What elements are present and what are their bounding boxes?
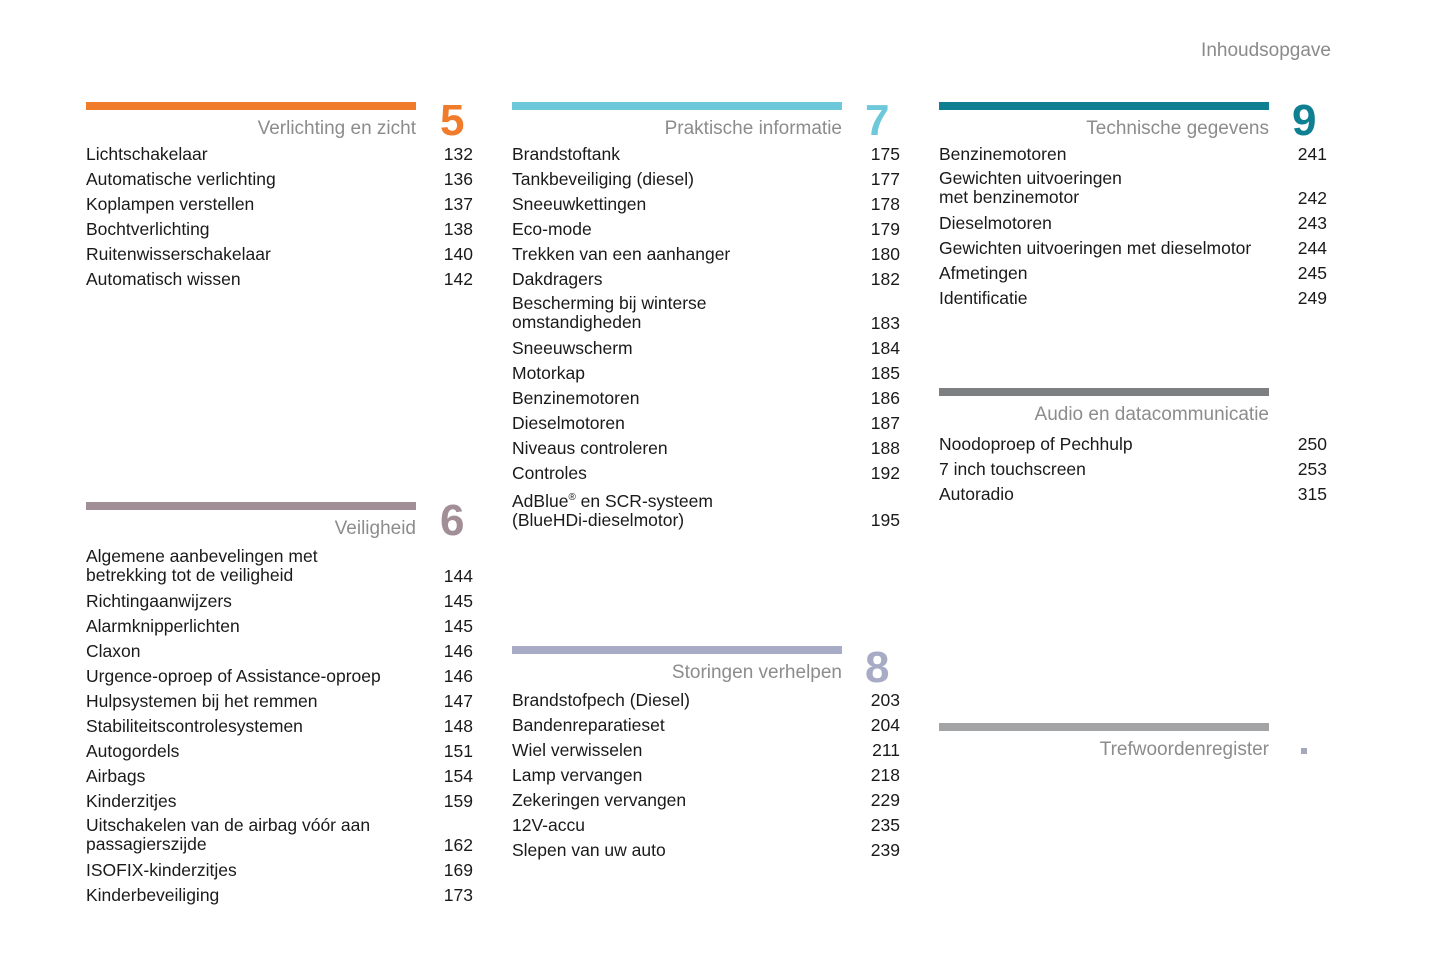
toc-entry[interactable] bbox=[86, 191, 473, 216]
toc-entry-page: 147 bbox=[443, 690, 473, 711]
section-7-bar bbox=[512, 102, 842, 110]
toc-entry-label-text: Autoradio bbox=[939, 483, 1014, 504]
toc-entry-label bbox=[939, 169, 1269, 189]
toc-entry-page: 211 bbox=[872, 739, 900, 760]
toc-entry[interactable] bbox=[86, 613, 473, 638]
toc-entry-label-text: Autogordels bbox=[86, 740, 180, 761]
toc-entry-label bbox=[939, 459, 1269, 479]
section-8 bbox=[512, 643, 900, 862]
toc-entry-page: 192 bbox=[870, 462, 900, 483]
toc-entry-label bbox=[512, 790, 842, 810]
toc-entry-label-text: Wiel verwisselen bbox=[512, 739, 643, 760]
toc-entry[interactable] bbox=[86, 141, 473, 166]
section-8-title: Storingen verhelpen bbox=[671, 662, 842, 683]
toc-entry-label-text: Benzinemotoren bbox=[939, 143, 1067, 164]
toc-entry[interactable] bbox=[512, 435, 900, 460]
toc-entry-page: 159 bbox=[443, 790, 473, 811]
toc-entry-page: 239 bbox=[870, 839, 900, 860]
section-6-title: Veiligheid bbox=[334, 518, 416, 539]
section-9-title: Technische gegevens bbox=[1086, 118, 1269, 139]
toc-entry-label-text: Richtingaanwijzers bbox=[86, 590, 232, 611]
toc-entry-page: 146 bbox=[443, 665, 473, 686]
toc-entry-page: 173 bbox=[443, 884, 473, 905]
toc-entry-label-line2: passagierszijde bbox=[86, 834, 207, 854]
toc-entry-label bbox=[86, 716, 416, 736]
toc-entry-label bbox=[86, 885, 416, 905]
toc-entry-page: 145 bbox=[443, 615, 473, 636]
toc-entry-label bbox=[512, 438, 842, 458]
section-index-bar bbox=[939, 723, 1269, 731]
toc-entry[interactable] bbox=[939, 456, 1327, 481]
toc-entry-page: 244 bbox=[1297, 237, 1327, 258]
toc-entry-page: 186 bbox=[870, 387, 900, 408]
toc-entry[interactable] bbox=[939, 260, 1327, 285]
toc-entry-label bbox=[86, 766, 416, 786]
toc-entry-label-text: Gewichten uitvoeringen met dieselmotor bbox=[939, 237, 1252, 258]
section-index bbox=[939, 723, 1269, 762]
section-audio-bar bbox=[939, 388, 1269, 396]
toc-entry-label-text: Lamp vervangen bbox=[512, 764, 643, 785]
toc-entry-page: 138 bbox=[443, 218, 473, 239]
toc-entry[interactable] bbox=[86, 788, 473, 813]
toc-entry-page: 179 bbox=[870, 218, 900, 239]
section-9-bar bbox=[939, 102, 1269, 110]
toc-entry-label bbox=[512, 363, 842, 383]
toc-entry-page: 177 bbox=[870, 168, 900, 189]
toc-entry-page: 184 bbox=[870, 337, 900, 358]
toc-entry-page: 148 bbox=[443, 715, 473, 736]
toc-entry-page: 218 bbox=[870, 764, 900, 785]
toc-entry-page: 235 bbox=[870, 814, 900, 835]
toc-entry-label bbox=[512, 144, 842, 164]
toc-entry-label bbox=[86, 741, 416, 761]
section-5-number: 5 bbox=[440, 96, 465, 145]
toc-entry[interactable] bbox=[512, 141, 900, 166]
section-8-list bbox=[512, 687, 900, 862]
toc-entry-page: 182 bbox=[870, 268, 900, 289]
toc-entry-label-text: Noodoproep of Pechhulp bbox=[939, 433, 1133, 454]
toc-entry-label-line2: met benzinemotor bbox=[939, 187, 1080, 207]
toc-entry-label bbox=[512, 715, 842, 735]
toc-entry-label-text: Bandenreparatieset bbox=[512, 714, 665, 735]
toc-entry-page: 144 bbox=[443, 565, 473, 586]
toc-entry-label bbox=[86, 169, 416, 189]
toc-entry-label-text: Niveaus controleren bbox=[512, 437, 668, 458]
toc-entry-page: 140 bbox=[443, 243, 473, 264]
toc-entry-page: 142 bbox=[443, 268, 473, 289]
toc-entry-label bbox=[86, 591, 416, 611]
toc-entry[interactable] bbox=[939, 210, 1327, 235]
toc-entry-label-line2: omstandigheden bbox=[512, 312, 642, 332]
toc-entry[interactable] bbox=[86, 266, 473, 291]
section-index-title: Trefwoordenregister bbox=[1099, 739, 1269, 760]
section-6-list bbox=[86, 544, 473, 907]
toc-entry-label bbox=[86, 269, 416, 289]
toc-entry[interactable] bbox=[512, 410, 900, 435]
toc-entry[interactable] bbox=[512, 266, 900, 291]
toc-entry-label-text: Bescherming bij winterse bbox=[512, 292, 707, 313]
toc-entry-label-text: Trekken van een aanhanger bbox=[512, 243, 731, 264]
toc-entry-page: 185 bbox=[870, 362, 900, 383]
toc-entry-label bbox=[512, 388, 842, 408]
section-5-bar bbox=[86, 102, 416, 110]
toc-entry-label bbox=[512, 463, 842, 483]
toc-entry-label bbox=[939, 213, 1269, 233]
toc-entry[interactable] bbox=[512, 812, 900, 837]
toc-entry-label bbox=[86, 791, 416, 811]
section-9 bbox=[939, 96, 1327, 310]
toc-entry[interactable] bbox=[512, 335, 900, 360]
toc-entry-label bbox=[939, 484, 1269, 504]
toc-entry-label-text: Gewichten uitvoeringen bbox=[939, 167, 1122, 188]
toc-entry-label-line2: betrekking tot de veiligheid bbox=[86, 565, 294, 585]
toc-entry[interactable] bbox=[512, 291, 900, 335]
toc-entry-label bbox=[86, 194, 416, 214]
section-8-number: 8 bbox=[865, 643, 890, 692]
toc-entry-label-text: Controles bbox=[512, 462, 587, 483]
toc-entry[interactable] bbox=[512, 712, 900, 737]
toc-entry[interactable] bbox=[86, 763, 473, 788]
section-7 bbox=[512, 96, 900, 533]
toc-entry-label bbox=[512, 765, 842, 785]
toc-entry-label-text: Airbags bbox=[86, 765, 146, 786]
toc-entry-label-text: Automatisch wissen bbox=[86, 268, 241, 289]
toc-entry-label-text: Sneeuwscherm bbox=[512, 337, 633, 358]
toc-entry-label bbox=[86, 816, 416, 836]
toc-entry[interactable] bbox=[86, 544, 473, 588]
toc-entry-label-text: Urgence-oproep of Assistance-oproep bbox=[86, 665, 381, 686]
toc-entry[interactable] bbox=[86, 882, 473, 907]
toc-entry-label bbox=[939, 238, 1269, 258]
toc-entry-label-text: Koplampen verstellen bbox=[86, 193, 255, 214]
toc-entry[interactable] bbox=[86, 738, 473, 763]
toc-entry[interactable] bbox=[86, 241, 473, 266]
section-6-number: 6 bbox=[440, 496, 465, 545]
toc-entry[interactable] bbox=[86, 713, 473, 738]
toc-entry-label bbox=[512, 338, 842, 358]
index-marker-dot bbox=[1301, 748, 1307, 754]
toc-entry-page: 243 bbox=[1297, 212, 1327, 233]
toc-entry-page: 162 bbox=[443, 834, 473, 855]
toc-entry[interactable] bbox=[939, 235, 1327, 260]
toc-entry[interactable] bbox=[86, 638, 473, 663]
toc-entry-page: 145 bbox=[443, 590, 473, 611]
toc-entry-label-text: Alarmknipperlichten bbox=[86, 615, 240, 636]
toc-entry-label-text: Benzinemotoren bbox=[512, 387, 640, 408]
toc-entry-page: 315 bbox=[1297, 483, 1327, 504]
page-header-title: Inhoudsopgave bbox=[1201, 40, 1331, 61]
toc-entry-label-text: 12V-accu bbox=[512, 814, 585, 835]
toc-entry-label-text: Algemene aanbevelingen met bbox=[86, 545, 318, 566]
toc-entry-page: 249 bbox=[1297, 287, 1327, 308]
toc-entry-page: 137 bbox=[443, 193, 473, 214]
toc-entry-label bbox=[512, 488, 842, 511]
toc-entry-page: 204 bbox=[870, 714, 900, 735]
toc-entry-label bbox=[86, 641, 416, 661]
toc-entry-label bbox=[86, 860, 416, 880]
toc-entry[interactable] bbox=[939, 166, 1327, 210]
toc-entry-page: 136 bbox=[443, 168, 473, 189]
toc-entry-page: 151 bbox=[443, 740, 473, 761]
toc-entry-label bbox=[86, 219, 416, 239]
toc-entry-label-text: Uitschakelen van de airbag vóór aan bbox=[86, 814, 371, 835]
toc-entry-sup: ® bbox=[568, 491, 576, 503]
section-6-bar bbox=[86, 502, 416, 510]
toc-entry[interactable] bbox=[512, 216, 900, 241]
toc-entry-label-rest: en SCR-systeem bbox=[575, 490, 713, 511]
toc-entry-label bbox=[512, 413, 842, 433]
toc-entry[interactable] bbox=[512, 737, 900, 762]
toc-entry-label bbox=[86, 244, 416, 264]
toc-entry[interactable] bbox=[512, 687, 900, 712]
toc-entry-label-text: Hulpsystemen bij het remmen bbox=[86, 690, 318, 711]
toc-entry-label bbox=[939, 434, 1269, 454]
toc-entry-label-text: Automatische verlichting bbox=[86, 168, 276, 189]
toc-entry-label bbox=[512, 269, 842, 289]
toc-entry-label-text: Brandstoftank bbox=[512, 143, 620, 164]
toc-entry-page: 154 bbox=[443, 765, 473, 786]
toc-entry-label bbox=[86, 547, 416, 567]
section-9-list bbox=[939, 141, 1327, 310]
toc-entry-label-text: AdBlue bbox=[512, 490, 569, 511]
toc-entry[interactable] bbox=[512, 762, 900, 787]
toc-entry-label-text: Claxon bbox=[86, 640, 141, 661]
toc-entry[interactable] bbox=[86, 216, 473, 241]
toc-entry-page: 242 bbox=[1297, 187, 1327, 208]
toc-entry-page: 253 bbox=[1297, 458, 1327, 479]
toc-entry-label-text: Kinderzitjes bbox=[86, 790, 177, 811]
section-6 bbox=[86, 496, 473, 907]
toc-entry-page: 241 bbox=[1297, 143, 1327, 164]
toc-entry[interactable] bbox=[512, 166, 900, 191]
section-5-title: Verlichting en zicht bbox=[257, 118, 416, 139]
section-audio-list bbox=[939, 431, 1327, 506]
toc-entry[interactable] bbox=[939, 141, 1327, 166]
toc-entry[interactable] bbox=[86, 166, 473, 191]
toc-entry-page: 183 bbox=[870, 312, 900, 333]
toc-entry[interactable] bbox=[512, 787, 900, 812]
toc-entry-page: 178 bbox=[870, 193, 900, 214]
toc-entry[interactable] bbox=[939, 481, 1327, 506]
toc-entry-label-text: Dieselmotoren bbox=[939, 212, 1052, 233]
toc-entry-page: 187 bbox=[870, 412, 900, 433]
toc-entry[interactable] bbox=[512, 460, 900, 485]
toc-entry-page: 175 bbox=[870, 143, 900, 164]
toc-entry-label bbox=[86, 144, 416, 164]
toc-entry-label bbox=[512, 740, 842, 760]
toc-entry-label-text: Slepen van uw auto bbox=[512, 839, 666, 860]
section-audio-title: Audio en datacommunicatie bbox=[1034, 404, 1269, 425]
toc-entry-label bbox=[512, 294, 842, 314]
section-5 bbox=[86, 96, 473, 291]
toc-entry-page: 195 bbox=[870, 510, 900, 531]
toc-entry-page: 203 bbox=[870, 689, 900, 710]
toc-entry-page: 250 bbox=[1297, 433, 1327, 454]
section-7-title: Praktische informatie bbox=[664, 118, 842, 139]
toc-entry-label-text: 7 inch touchscreen bbox=[939, 458, 1086, 479]
section-9-number: 9 bbox=[1292, 96, 1317, 145]
section-8-bar bbox=[512, 646, 842, 654]
toc-entry[interactable] bbox=[86, 857, 473, 882]
toc-entry-label bbox=[512, 194, 842, 214]
toc-entry-label-text: Dieselmotoren bbox=[512, 412, 625, 433]
toc-entry-label bbox=[512, 815, 842, 835]
toc-entry[interactable] bbox=[939, 431, 1327, 456]
section-5-list bbox=[86, 141, 473, 291]
toc-entry[interactable] bbox=[512, 191, 900, 216]
toc-entry-label-line2: (BlueHDi-dieselmotor) bbox=[512, 509, 685, 530]
toc-entry[interactable] bbox=[512, 360, 900, 385]
section-7-list bbox=[512, 141, 900, 533]
toc-entry[interactable] bbox=[939, 285, 1327, 310]
toc-entry-label-text: Zekeringen vervangen bbox=[512, 789, 687, 810]
toc-entry-label-text: Stabiliteitscontrolesystemen bbox=[86, 715, 303, 736]
toc-entry-label-text: Dakdragers bbox=[512, 268, 603, 289]
toc-entry-page: 180 bbox=[870, 243, 900, 264]
toc-entry[interactable] bbox=[86, 688, 473, 713]
toc-entry[interactable] bbox=[512, 837, 900, 862]
toc-entry-page: 188 bbox=[870, 437, 900, 458]
toc-entry-page: 146 bbox=[443, 640, 473, 661]
toc-entry-label-text: Motorkap bbox=[512, 362, 585, 383]
toc-entry-label-text: Eco-mode bbox=[512, 218, 592, 239]
toc-entry-label-text: Tankbeveiliging (diesel) bbox=[512, 168, 694, 189]
toc-entry-label-text: Ruitenwisserschakelaar bbox=[86, 243, 271, 264]
toc-entry-label-text: Bochtverlichting bbox=[86, 218, 210, 239]
toc-entry-page: 169 bbox=[443, 859, 473, 880]
toc-entry[interactable] bbox=[86, 588, 473, 613]
section-7-number: 7 bbox=[865, 96, 890, 145]
toc-entry-label bbox=[512, 169, 842, 189]
toc-entry[interactable] bbox=[512, 241, 900, 266]
toc-entry[interactable] bbox=[86, 813, 473, 857]
toc-entry-label bbox=[512, 244, 842, 264]
toc-entry-label bbox=[939, 144, 1269, 164]
toc-entry-label-text: ISOFIX-kinderzitjes bbox=[86, 859, 237, 880]
toc-entry-label bbox=[512, 219, 842, 239]
toc-entry-label bbox=[86, 666, 416, 686]
toc-entry-label bbox=[86, 616, 416, 636]
toc-entry-page: 229 bbox=[870, 789, 900, 810]
toc-entry-page: 132 bbox=[443, 143, 473, 164]
toc-entry-label bbox=[512, 840, 842, 860]
toc-entry-label bbox=[86, 691, 416, 711]
toc-entry[interactable] bbox=[512, 485, 900, 533]
toc-entry-page: 245 bbox=[1297, 262, 1327, 283]
toc-entry-label bbox=[512, 690, 842, 710]
toc-entry-label bbox=[939, 263, 1269, 283]
toc-entry-label-text: Brandstofpech (Diesel) bbox=[512, 689, 690, 710]
toc-entry-label-text: Kinderbeveiliging bbox=[86, 884, 220, 905]
toc-entry-label-text: Lichtschakelaar bbox=[86, 143, 208, 164]
toc-entry-label-text: Identificatie bbox=[939, 287, 1028, 308]
toc-entry-label-text: Afmetingen bbox=[939, 262, 1028, 283]
toc-entry[interactable] bbox=[512, 385, 900, 410]
toc-entry[interactable] bbox=[86, 663, 473, 688]
toc-entry-label bbox=[939, 288, 1269, 308]
toc-entry-label-text: Sneeuwkettingen bbox=[512, 193, 647, 214]
section-audio bbox=[939, 388, 1327, 506]
